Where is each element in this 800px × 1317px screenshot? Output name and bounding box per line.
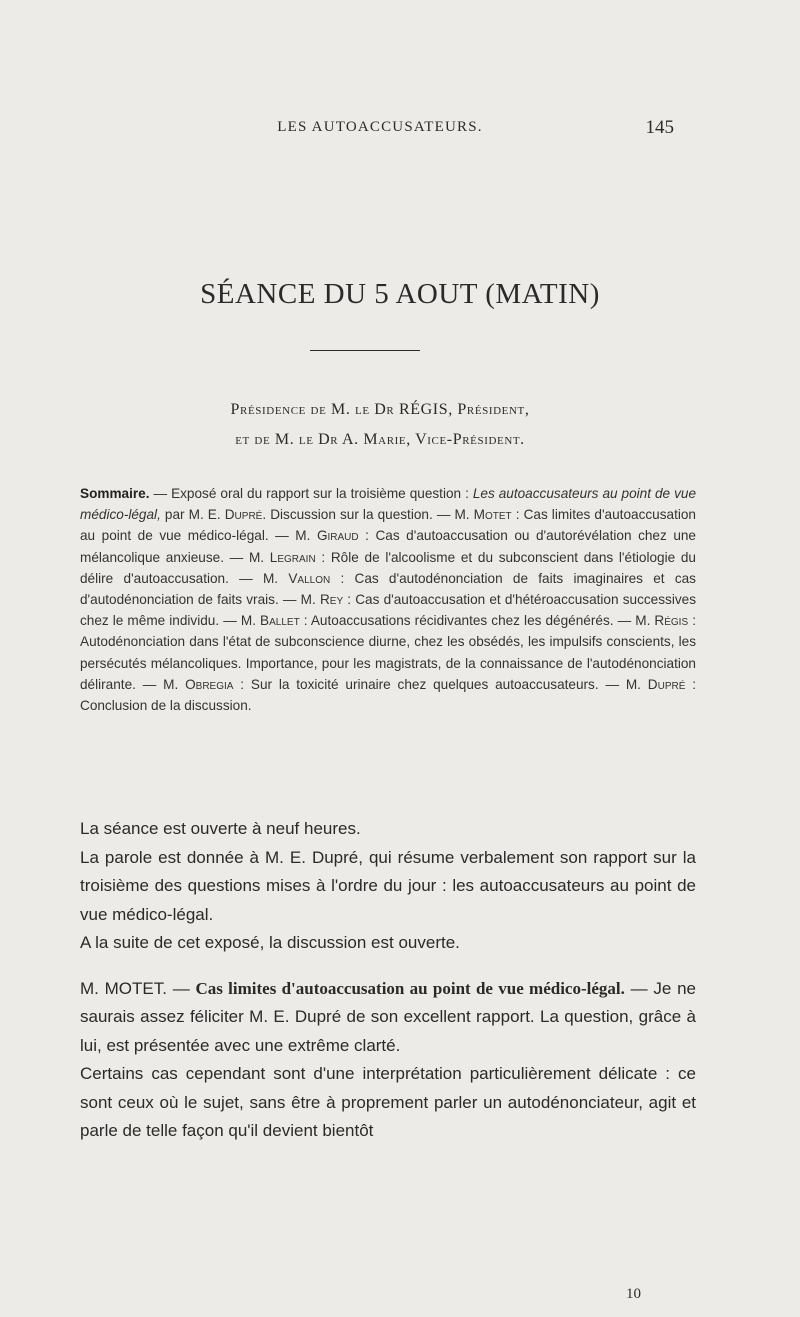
- paragraph-opening: La séance est ouverte à neuf heures.: [80, 819, 361, 838]
- summary-question-title: Les autoaccusateurs au point de vue médico-légal,: [80, 486, 697, 523]
- summary-text: — Exposé oral du rapport sur la troisième question :: [153, 486, 473, 501]
- summary-text: : Cas d'autoaccusation et d'hétéroaccusation successives chez le même individu. — M.: [80, 592, 696, 629]
- speaker-name: Legrain: [269, 549, 316, 565]
- summary-text: : Autodénonciation dans l'état de subconscience diurne, chez les obsédés, les impulsifs conscients, les persécutés mélancoliques. Importance, pour les magistrats, de la connaissance de l'autodénonciation délirante. — M.: [80, 613, 696, 692]
- speaker-name: Ballet: [260, 613, 300, 629]
- signature-mark: 10: [626, 1286, 641, 1302]
- speaker-name: Giraud: [316, 528, 359, 544]
- speaker-label: M. MOTET. —: [80, 978, 196, 998]
- presidency-block: [0, 395, 760, 455]
- running-head: [0, 117, 800, 143]
- speaker-name: Motet: [473, 507, 512, 523]
- body-text: [80, 815, 696, 1146]
- summary-text: : Cas limites d'autoaccusation au point de vue médico-légal. — M.: [80, 507, 696, 544]
- summary-paragraph: [80, 483, 696, 716]
- paragraph-continuation: Certains cas cependant sont d'une interprétation particulièrement délicate : ce sont ceux où le sujet, sans être à proprement parler un autodénonciateur, agit et parle de telle façon qu'il devient bientôt: [80, 1064, 696, 1140]
- speaker-name: Vallon: [288, 570, 331, 586]
- section-heading: Cas limites d'autoaccusation au point de vue médico-légal.: [195, 978, 625, 998]
- running-title: LES AUTOACCUSATEURS.: [277, 119, 483, 135]
- summary-text: : Cas d'autoaccusation ou d'autorévélation chez une mélancolique anxieuse. — M.: [80, 528, 696, 565]
- session-title: SÉANCE DU 5 AOUT (MATIN): [200, 278, 600, 310]
- speaker-name: Obregia: [185, 676, 234, 692]
- summary-text: par M. E.: [160, 507, 225, 523]
- paragraph-gap: [80, 958, 696, 975]
- speaker-name: Dupré: [647, 676, 686, 692]
- paragraph-text: — Je ne saurais assez féliciter M. E. Dupré de son excellent rapport. La question, grâce à lui, est présentée avec une extrême clarté.: [80, 978, 696, 1055]
- summary-text: : Sur la toxicité urinaire chez quelques autoaccusateurs. — M.: [233, 676, 648, 692]
- paragraph-report: La parole est donnée à M. E. Dupré, qui résume verbalement son rapport sur la troisième des questions mises à l'ordre du jour : les autoaccusateurs au point de vue médico-légal.: [80, 847, 696, 924]
- summary-text: . Discussion sur la question. — M.: [262, 507, 474, 523]
- paragraph-discussion: A la suite de cet exposé, la discussion est ouverte.: [80, 933, 460, 952]
- presidency-line-2: et de M. le Dr A. Marie, Vice-Président.: [235, 431, 525, 448]
- page-number: 145: [645, 117, 674, 138]
- paragraph-motet: [80, 975, 696, 1061]
- summary-label: Sommaire.: [80, 486, 150, 501]
- summary-text: : Rôle de l'alcoolisme et du subconscient dans l'étiologie du délire d'autoaccusation. — M.: [80, 549, 696, 586]
- summary-text: : Cas d'autodénonciation de faits imaginaires et cas d'autodénonciation de faits vrais. — M.: [80, 570, 696, 608]
- speaker-name: Rey: [319, 592, 344, 608]
- summary-text: : Autoaccusations récidivantes chez les dégénérés. — M.: [299, 613, 655, 629]
- presidency-line-1: Présidence de M. le Dr RÉGIS, Président,: [230, 401, 530, 418]
- summary-text: : Conclusion de la discussion.: [80, 676, 697, 714]
- speaker-name: Régis: [654, 613, 689, 629]
- speaker-name: Dupré: [224, 507, 263, 523]
- title-rule: [310, 350, 420, 351]
